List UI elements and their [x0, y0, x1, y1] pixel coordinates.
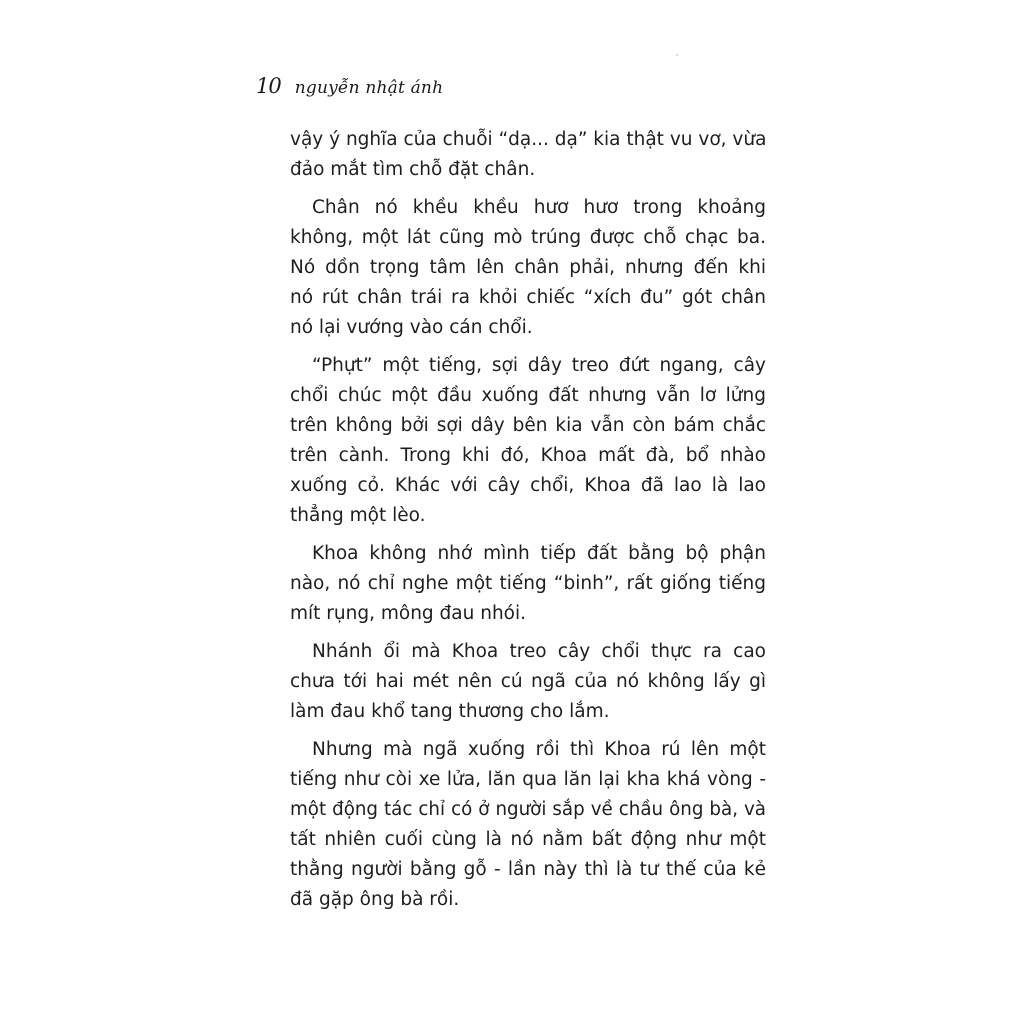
text-line: xuống cỏ. Khác với cây chổi, Khoa đã lao là lao: [290, 475, 766, 496]
paragraph: [290, 637, 766, 727]
text-line: thẳng một lèo.: [290, 505, 426, 526]
author-name: nguyễn nhật ánh: [294, 78, 444, 98]
text-line: đảo mắt tìm chỗ đặt chân.: [290, 159, 536, 180]
text-line: một động tác chỉ có ở người sắp về chầu ông bà, và: [290, 799, 766, 820]
paragraph: [290, 735, 766, 915]
running-head: [256, 74, 443, 106]
paper-speck: [676, 54, 678, 56]
page-number: 10: [256, 74, 281, 98]
text-line: trên cành. Trong khi đó, Khoa mất đà, bổ nhào: [290, 445, 766, 466]
paragraph: [290, 125, 766, 185]
text-line: vậy ý nghĩa của chuỗi “dạ... dạ” kia thật vu vơ, vừa: [290, 129, 767, 150]
text-line: chưa tới hai mét nên cú ngã của nó không lấy gì: [290, 671, 766, 692]
text-line: tiếng như còi xe lửa, lăn qua lăn lại kha khá vòng -: [290, 769, 766, 790]
text-line: không, một lát cũng mò trúng được chỗ chạc ba.: [290, 227, 766, 248]
text-line: nó lại vướng vào cán chổi.: [290, 317, 533, 338]
text-line: mít rụng, mông đau nhói.: [290, 603, 527, 624]
text-line: tất nhiên cuối cùng là nó nằm bất động như một: [290, 829, 766, 850]
paragraph: [290, 539, 766, 629]
text-line: Khoa không nhớ mình tiếp đất bằng bộ phận: [312, 543, 766, 564]
text-line: đã gặp ông bà rồi.: [290, 889, 460, 910]
text-line: nó rút chân trái ra khỏi chiếc “xích đu” gót chân: [290, 287, 766, 308]
text-line: Nhánh ổi mà Khoa treo cây chổi thực ra cao: [312, 641, 766, 662]
paragraph: [290, 193, 766, 343]
text-line: làm đau khổ tang thương cho lắm.: [290, 701, 610, 722]
text-line: nào, nó chỉ nghe một tiếng “binh”, rất giống tiếng: [290, 573, 766, 594]
text-line: Nhưng mà ngã xuống rồi thì Khoa rú lên một: [312, 739, 766, 760]
body-text: [290, 125, 766, 915]
text-line: Chân nó khều khều hươ hươ trong khoảng: [312, 197, 766, 218]
text-line: “Phựt” một tiếng, sợi dây treo đứt ngang, cây: [312, 355, 766, 376]
text-line: chổi chúc một đầu xuống đất nhưng vẫn lơ lửng: [290, 385, 766, 406]
paragraph: [290, 351, 766, 531]
text-line: thằng người bằng gỗ - lần này thì là tư thế của kẻ: [290, 859, 766, 880]
text-line: Nó dồn trọng tâm lên chân phải, nhưng đến khi: [290, 257, 766, 278]
text-line: trên không bởi sợi dây bên kia vẫn còn bám chắc: [290, 415, 766, 436]
